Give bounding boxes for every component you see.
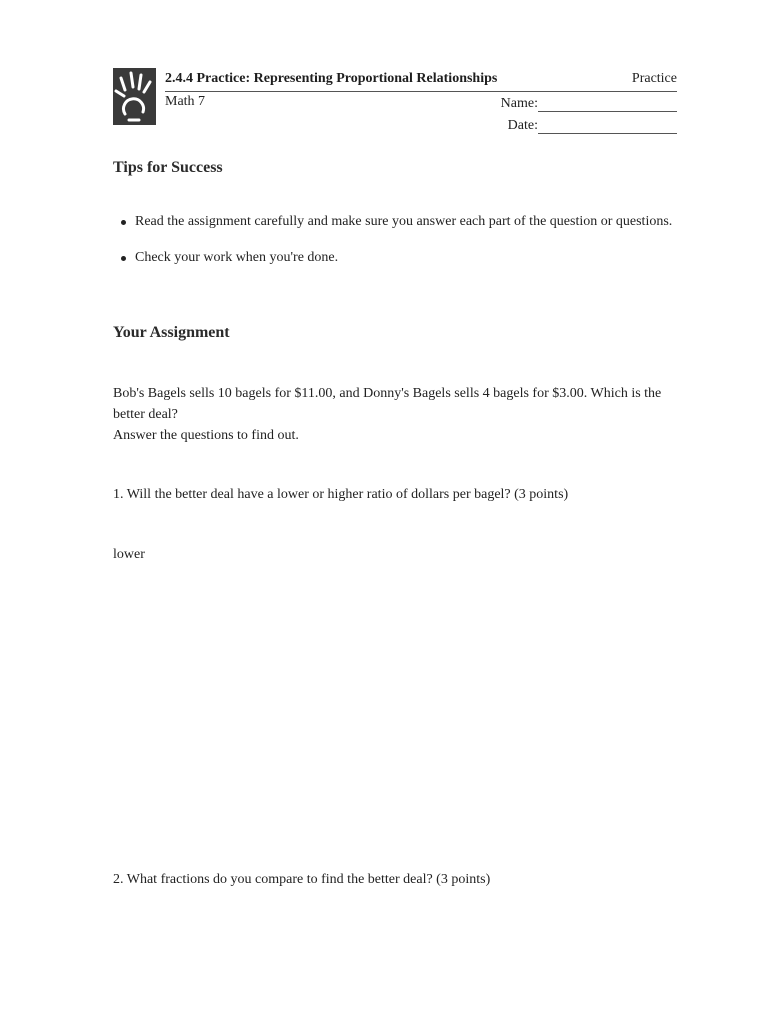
- prompt-instruction: Answer the questions to find out.: [113, 428, 299, 443]
- publisher-logo: [113, 68, 156, 125]
- name-label: Name:: [500, 96, 538, 111]
- document-type-label: Practice: [631, 71, 677, 86]
- assignment-title: 2.4.4 Practice: Representing Proportional Relationships: [165, 71, 498, 86]
- tip-item: Read the assignment carefully and make sure you answer each part of the question or questions.: [113, 212, 673, 232]
- name-input-line[interactable]: [538, 95, 677, 112]
- answer-1[interactable]: lower: [113, 547, 145, 562]
- date-field[interactable]: [508, 117, 677, 134]
- header-divider: [165, 91, 677, 92]
- sunburst-icon: [113, 68, 156, 125]
- course-name: Math 7: [165, 94, 206, 109]
- assignment-heading: Your Assignment: [113, 324, 230, 341]
- tips-heading: Tips for Success: [113, 159, 223, 176]
- date-label: Date:: [507, 118, 538, 133]
- assignment-prompt: [113, 383, 673, 446]
- tip-item: Check your work when you're done.: [113, 248, 673, 268]
- tips-list: [113, 212, 673, 284]
- question-1: 1. Will the better deal have a lower or higher ratio of dollars per bagel? (3 points): [113, 487, 569, 502]
- name-field[interactable]: [501, 95, 677, 112]
- question-2: 2. What fractions do you compare to find the better deal? (3 points): [113, 872, 491, 887]
- date-input-line[interactable]: [538, 117, 677, 134]
- prompt-line: Bob's Bagels sells 10 bagels for $11.00, and Donny's Bagels sells 4 bagels for $3.00. Which is the better deal?: [113, 386, 662, 422]
